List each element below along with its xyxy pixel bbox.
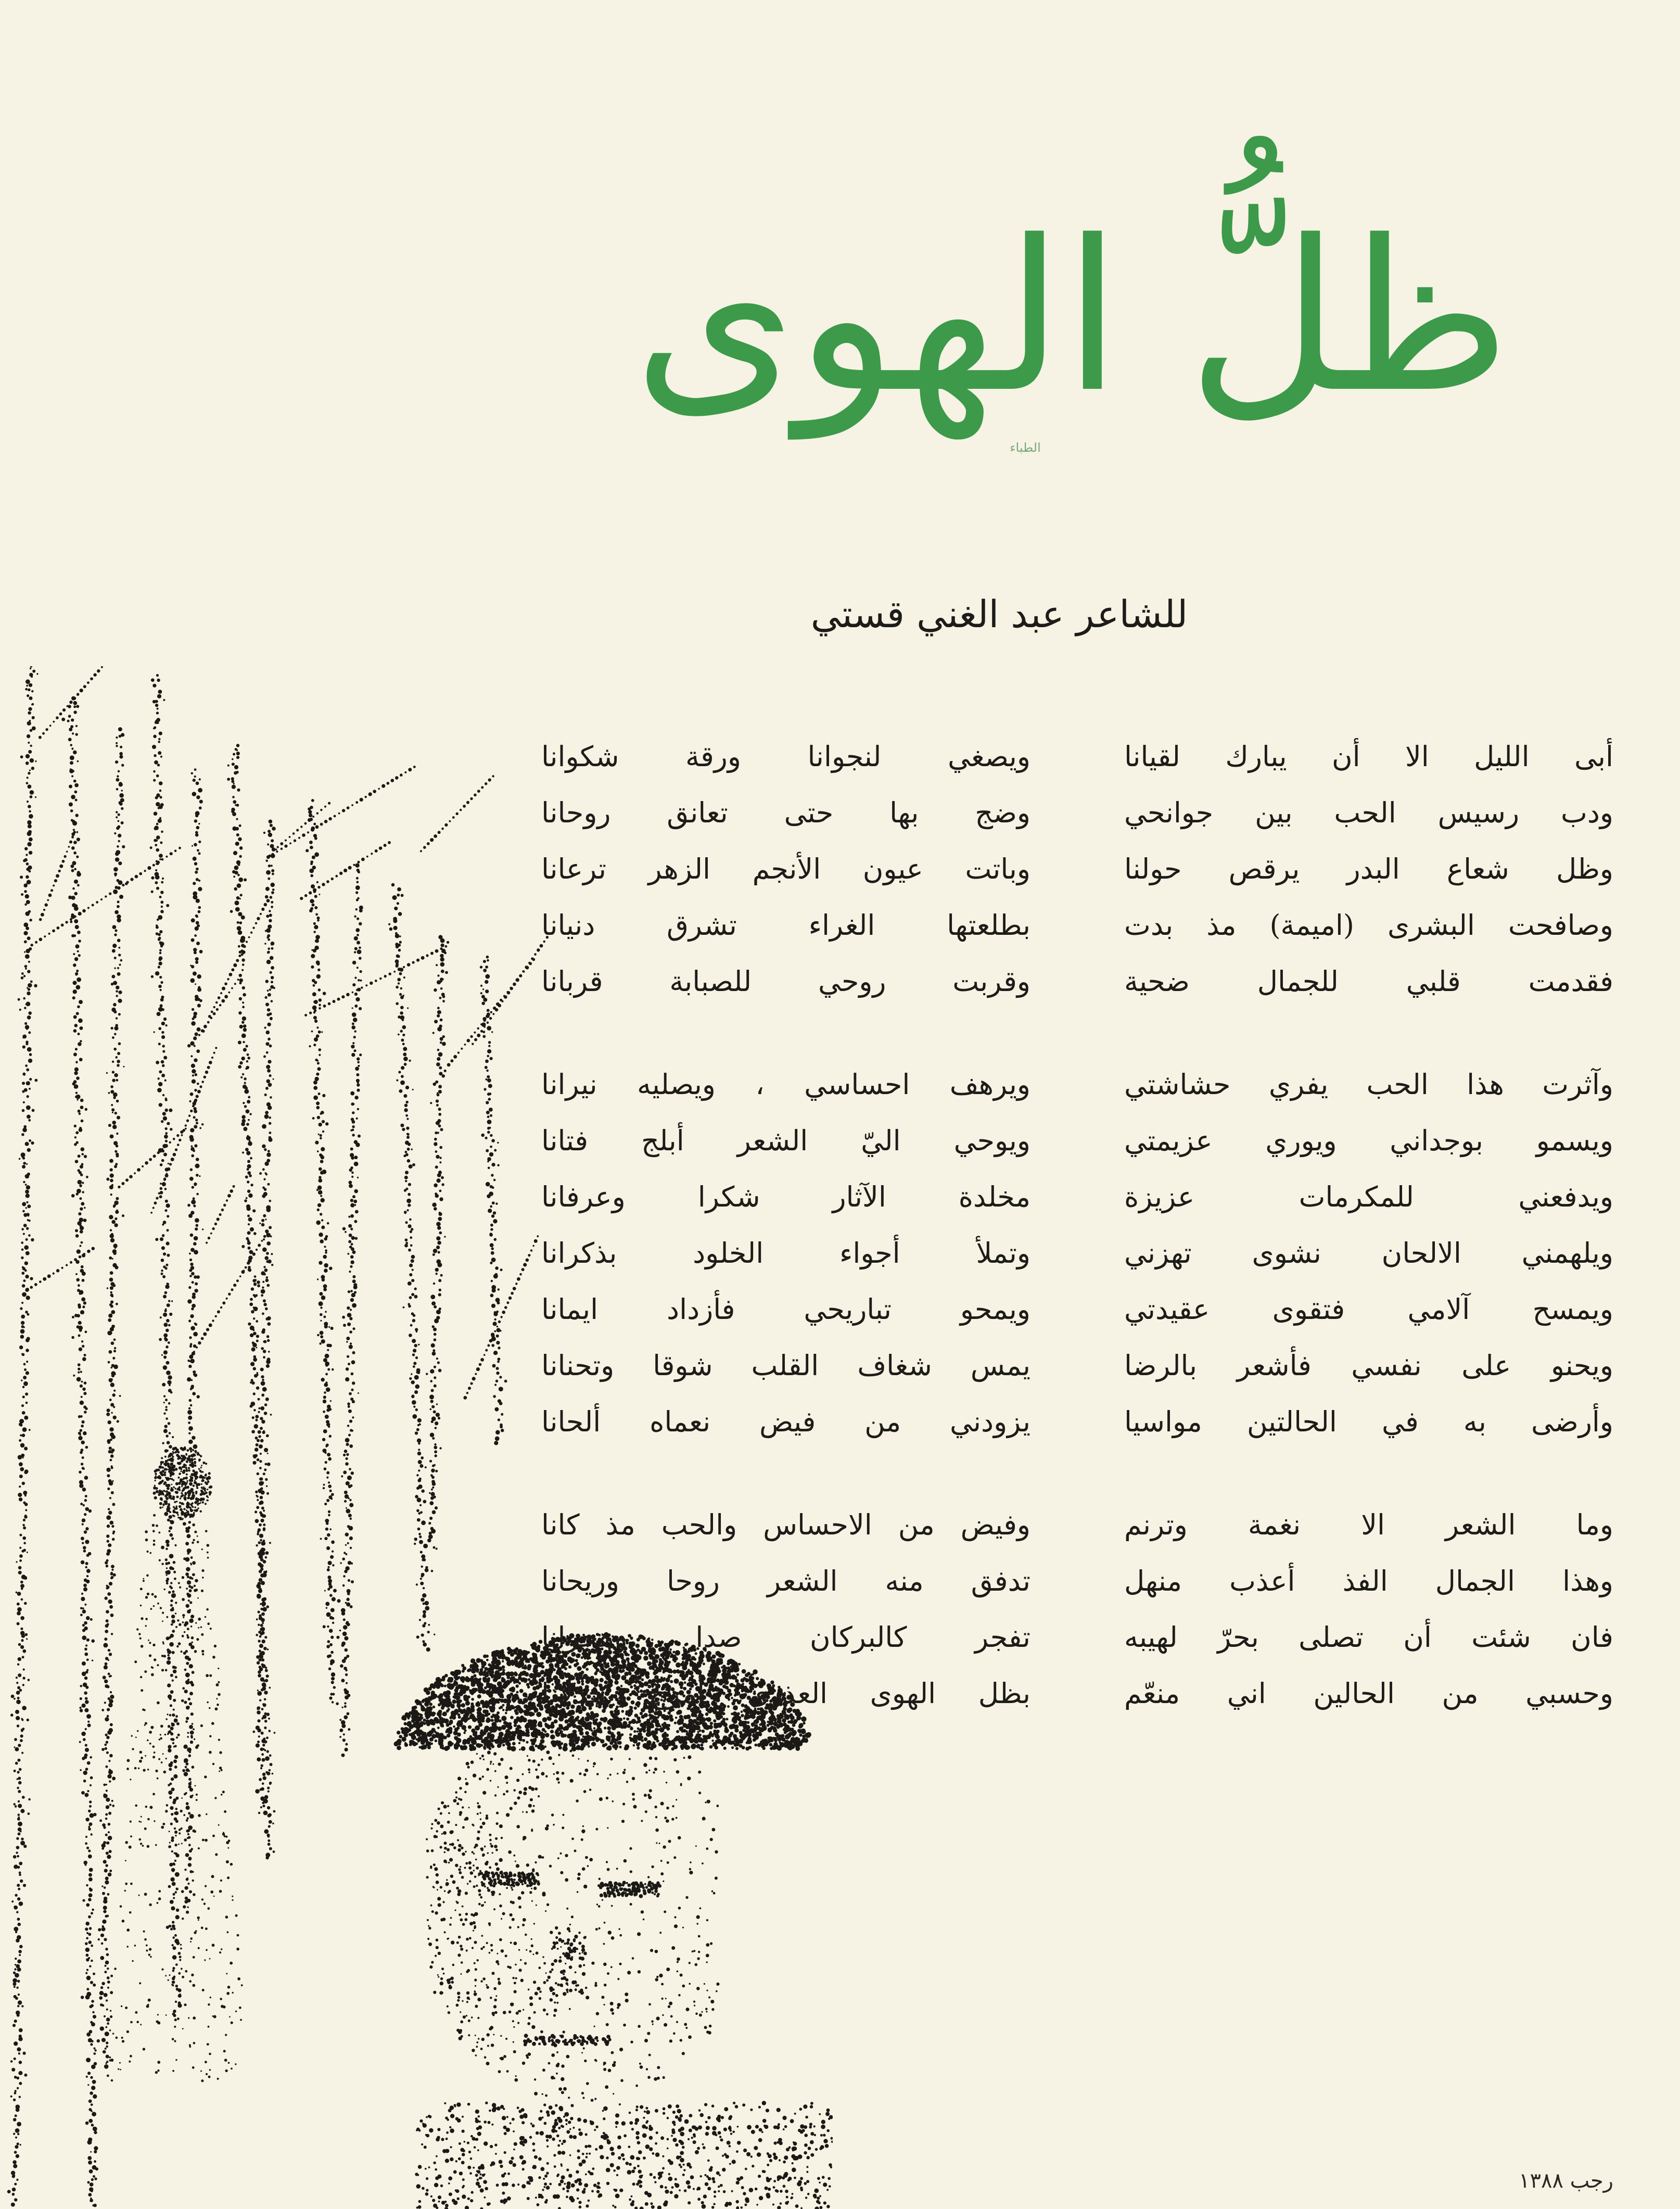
verse-line xyxy=(541,1225,1613,1281)
verse-first-hemistich: وأرضى به في الحالتين مواسيا xyxy=(1124,1405,1613,1438)
verse-first-hemistich: ويلهمني الالحان نشوى تهزني xyxy=(1124,1237,1613,1269)
folio-date: رجب ١٣٨٨ xyxy=(1519,2169,1613,2193)
verse-line xyxy=(541,1553,1613,1609)
verse-first-hemistich: وآثرت هذا الحب يفري حشاشتي xyxy=(1124,1068,1613,1101)
verse-line xyxy=(541,841,1613,897)
verse-first-hemistich: فقدمت قلبي للجمال ضحية xyxy=(1124,965,1613,998)
verse-second-hemistich: ويمحو تباريحي فأزداد ايمانا xyxy=(541,1293,1030,1326)
verse-line xyxy=(541,729,1613,785)
verse-first-hemistich: ويحنو على نفسي فأشعر بالرضا xyxy=(1124,1349,1613,1382)
verse-second-hemistich: وضج بها حتى تعانق روحانا xyxy=(541,796,1030,829)
verse-line xyxy=(541,1113,1613,1169)
verse-first-hemistich: وحسبي من الحالين اني منعّم xyxy=(1124,1677,1613,1710)
verse-first-hemistich: أبى الليل الا أن يبارك لقيانا xyxy=(1124,740,1613,773)
verse-second-hemistich: يمس شغاف القلب شوقا وتحنانا xyxy=(541,1349,1030,1382)
verse-line xyxy=(541,954,1613,1010)
verse-line xyxy=(541,1169,1613,1225)
verse-first-hemistich: وظل شعاع البدر يرقص حولنا xyxy=(1124,853,1613,885)
verse-second-hemistich: وباتت عيون الأنجم الزهر ترعانا xyxy=(541,853,1030,885)
stanza xyxy=(541,1057,1613,1450)
poem-title: ظلُّ الهوى xyxy=(633,196,1511,438)
verse-first-hemistich: فان شئت أن تصلى بحرّ لهيبه xyxy=(1124,1621,1613,1654)
verse-first-hemistich: ويسمو بوجداني ويوري عزيمتي xyxy=(1124,1124,1613,1157)
title-signature-mark: الطباء xyxy=(1010,440,1041,455)
verse-second-hemistich: يزودني من فيض نعماه ألحانا xyxy=(541,1405,1030,1438)
verse-line xyxy=(541,1281,1613,1338)
verse-line xyxy=(541,1338,1613,1394)
stanza xyxy=(541,1497,1613,1722)
verse-second-hemistich: ويصغي لنجوانا ورقة شكوانا xyxy=(541,740,1030,773)
verse-line xyxy=(541,785,1613,841)
verse-second-hemistich: وقربت روحي للصبابة قربانا xyxy=(541,965,1030,998)
stippled-trees xyxy=(7,666,549,2207)
verse-second-hemistich: تدفق منه الشعر روحا وريحانا xyxy=(541,1565,1030,1597)
poet-byline: للشاعر عبد الغني قستي xyxy=(810,592,1188,636)
verse-first-hemistich: وصافحت البشرى (اميمة) مذ بدت xyxy=(1124,909,1613,942)
stippled-figure xyxy=(106,1446,243,2083)
verse-line xyxy=(541,1609,1613,1666)
verse-second-hemistich: بطلعتها الغراء تشرق دنيانا xyxy=(541,909,1030,942)
verse-second-hemistich: ويرهف احساسي ، ويصليه نيرانا xyxy=(541,1068,1030,1101)
verse-second-hemistich: وتملأ أجواء الخلود بذكرانا xyxy=(541,1237,1030,1269)
verse-line xyxy=(541,1497,1613,1553)
verse-second-hemistich: تفجر كالبركان صدا وهجرانا xyxy=(541,1621,1030,1654)
verse-first-hemistich: وما الشعر الا نغمة وترنم xyxy=(1124,1508,1613,1541)
verse-second-hemistich: مخلدة الآثار شكرا وعرفانا xyxy=(541,1180,1030,1213)
verse-first-hemistich: وهذا الجمال الفذ أعذب منهل xyxy=(1124,1565,1613,1597)
stanza xyxy=(541,729,1613,1010)
verse-second-hemistich: وفيض من الاحساس والحب مذ كانا xyxy=(541,1508,1030,1541)
verse-line xyxy=(541,1394,1613,1450)
verse-line xyxy=(541,897,1613,954)
poem-body xyxy=(541,729,1613,1769)
verse-first-hemistich: ويدفعني للمكرمات عزيزة xyxy=(1124,1180,1613,1213)
verse-line xyxy=(541,1666,1613,1722)
verse-first-hemistich: ويمسح آلامي فتقوى عقيدتي xyxy=(1124,1293,1613,1326)
verse-second-hemistich: بظل الهوى العذري أمرح جذلانا xyxy=(541,1677,1030,1710)
verse-second-hemistich: ويوحي اليّ الشعر أبلج فتانا xyxy=(541,1124,1030,1157)
verse-first-hemistich: ودب رسيس الحب بين جوانحي xyxy=(1124,796,1613,829)
verse-line xyxy=(541,1057,1613,1113)
